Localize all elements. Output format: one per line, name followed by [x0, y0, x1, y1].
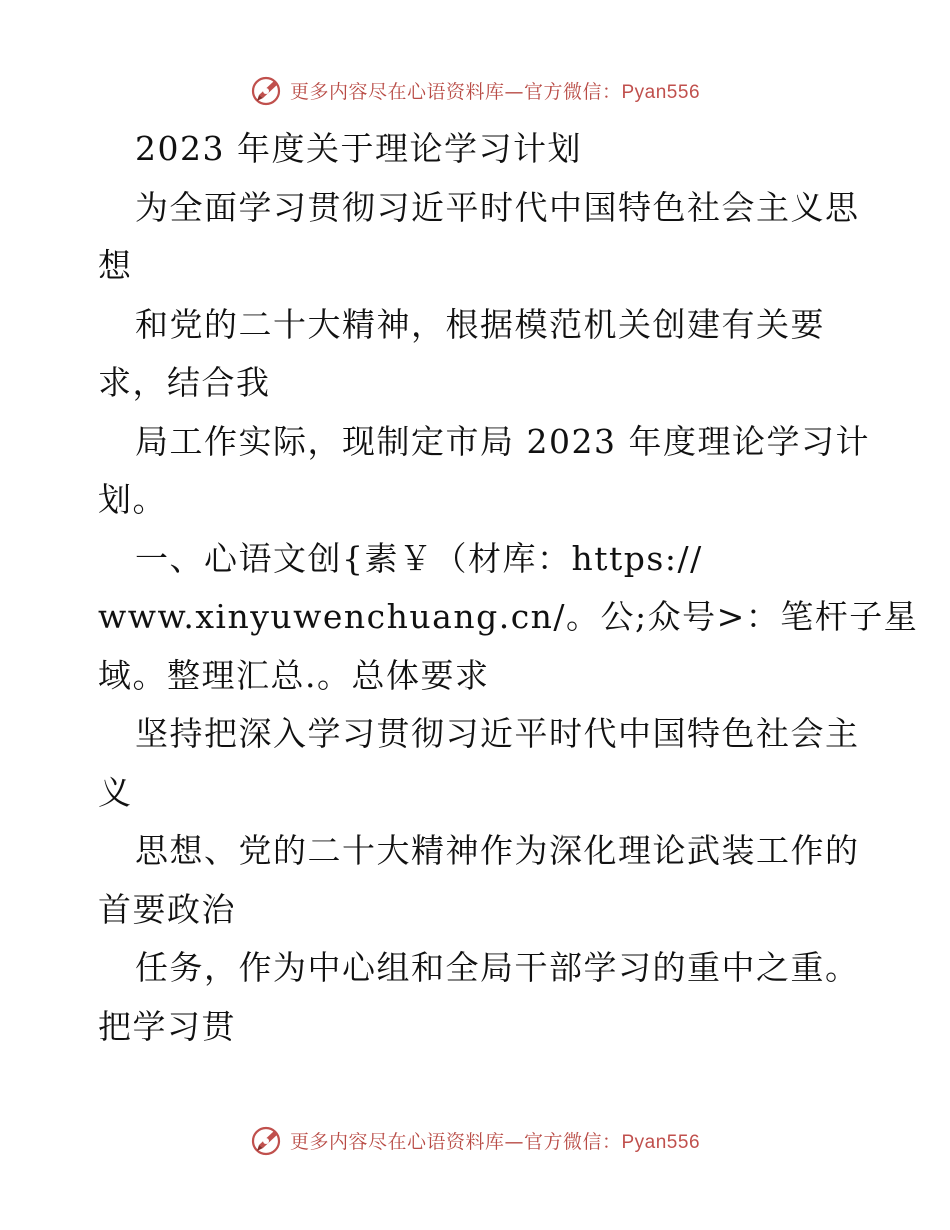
header-text: 更多内容尽在心语资料库—官方微信：Pyan556 [289, 80, 701, 103]
footer-wechat-id: Pyan556 [621, 1131, 701, 1153]
paragraph-line: 把学习贯 [98, 1006, 236, 1046]
paragraph-line: 划。 [98, 480, 167, 519]
paragraph-line: 思想、党的二十大精神作为深化理论武装工作的 [135, 831, 860, 870]
document-body [98, 120, 919, 1056]
pen-logo-icon [250, 1123, 286, 1157]
pen-logo-icon [250, 73, 286, 107]
paragraph-line: 任务，作为中心组和全局干部学习的重中之重。 [135, 948, 860, 987]
paragraph-line: 坚持把深入学习贯彻习近平时代中国特色社会主 [135, 714, 860, 753]
paragraph-line: 义 [98, 772, 133, 812]
header-banner [0, 70, 950, 110]
footer-banner [0, 1120, 950, 1160]
footer-text: 更多内容尽在心语资料库—官方微信：Pyan556 [289, 1130, 701, 1153]
paragraph-line: 首要政治 [98, 889, 236, 929]
paragraph-line: 和党的二十大精神，根据模范机关创建有关要 [135, 304, 825, 344]
paragraph-line: www.xinyuwenchuang.cn/。公;众号>：笔杆子星 [98, 597, 919, 636]
header-wechat-id: Pyan556 [621, 81, 701, 103]
paragraph-line: 域。整理汇总.。总体要求 [98, 655, 490, 695]
paragraph-line: 想 [98, 246, 133, 285]
section-heading-line: 一、心语文创{素￥（材库：https:// [135, 538, 703, 578]
paragraph-line: 求，结合我 [98, 363, 271, 402]
document-title: 2023 年度关于理论学习计划 [135, 129, 582, 168]
paragraph-line: 局工作实际，现制定市局 2023 年度理论学习计 [135, 421, 870, 461]
paragraph-line: 为全面学习贯彻习近平时代中国特色社会主义思 [135, 187, 860, 227]
